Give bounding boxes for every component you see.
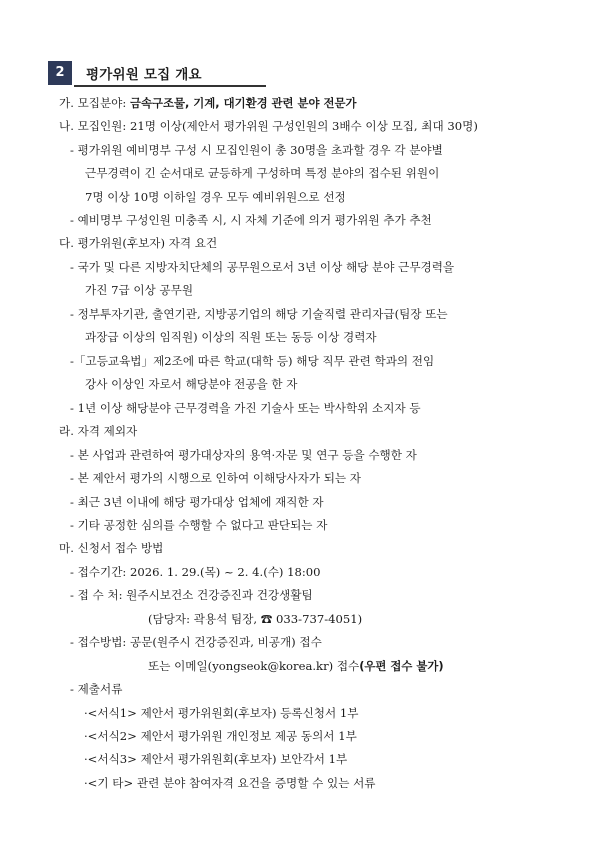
- application-method-note: (우편 접수 불가): [359, 659, 444, 673]
- application-title: 마. 신청서 접수 방법: [59, 541, 164, 555]
- recruit-field-value: 금속구조물, 기계, 대기환경 관련 분야 전문가: [129, 96, 357, 110]
- application-method-line2: [148, 658, 444, 674]
- exclusion-bullet4: - 기타 공정한 심의를 수행할 수 없다고 판단되는 자: [70, 518, 328, 532]
- section-number: 2: [48, 61, 72, 85]
- qual-bullet2-line2: 과장급 이상의 임직원) 이상의 직원 또는 동등 이상 경력자: [85, 330, 377, 344]
- recruit-field-label: 가. 모집분야:: [59, 96, 130, 110]
- recruit-count-line: 나. 모집인원: 21명 이상(제안서 평가위원 구성인원의 3배수 이상 모집, 최대 30명): [59, 119, 478, 133]
- application-method-line1: - 접수방법: 공문(원주시 건강증진과, 비공개) 접수: [70, 635, 322, 649]
- document-item-3: ·<서식3> 제안서 평가위원회(후보자) 보안각서 1부: [84, 752, 348, 766]
- document-item-1: ·<서식1> 제안서 평가위원회(후보자) 등록신청서 1부: [84, 706, 359, 720]
- qual-bullet1-line2: 가진 7급 이상 공무원: [85, 283, 194, 297]
- qual-bullet1-line1: - 국가 및 다른 지방자치단체의 공무원으로서 3년 이상 해당 분야 근무경력을: [70, 260, 455, 274]
- qual-bullet4: - 1년 이상 해당분야 근무경력을 가진 기술사 또는 박사학위 소지자 등: [70, 401, 421, 415]
- qualification-title: 다. 평가위원(후보자) 자격 요건: [59, 236, 218, 250]
- application-receiver: - 접 수 처: 원주시보건소 건강증진과 건강생활팀: [70, 588, 313, 602]
- qual-bullet3-line1: -「고등교육법」제2조에 따른 학교(대학 등) 해당 직무 관련 학과의 전임: [70, 354, 435, 368]
- exclusion-bullet1: - 본 사업과 관련하여 평가대상자의 용역·자문 및 연구 등을 수행한 자: [70, 448, 417, 462]
- qual-bullet2-line1: - 정부투자기관, 출연기관, 지방공기업의 해당 기술직렬 관리자급(팀장 또는: [70, 307, 448, 321]
- recruit-field-line: [59, 95, 357, 111]
- reserve-list-bullet-line1: - 평가위원 예비명부 구성 시 모집인원이 총 30명을 초과할 경우 각 분야별: [70, 143, 443, 157]
- document-item-4: ·<기 타> 관련 분야 참여자격 요건을 증명할 수 있는 서류: [84, 776, 376, 790]
- section-underline: [74, 85, 266, 87]
- exclusion-bullet2: - 본 제안서 평가의 시행으로 인하여 이해당사자가 되는 자: [70, 471, 361, 485]
- section-title: 평가위원 모집 개요: [86, 67, 202, 83]
- application-contact: (담당자: 곽용석 팀장, ☎ 033-737-4051): [148, 612, 363, 626]
- reserve-list-bullet-line2: 근무경력이 긴 순서대로 균등하게 구성하며 특정 분야의 접수된 위원이: [85, 166, 440, 180]
- qual-bullet3-line2: 강사 이상인 자로서 해당분야 전공을 한 자: [85, 377, 298, 391]
- reserve-list-bullet-line3: 7명 이상 10명 이하일 경우 모두 예비위원으로 선정: [85, 190, 346, 204]
- section-header: [48, 61, 266, 87]
- document-item-2: ·<서식2> 제안서 평가위원 개인정보 제공 동의서 1부: [84, 729, 357, 743]
- documents-title: - 제출서류: [70, 682, 123, 696]
- application-method-email: 또는 이메일(yongseok@korea.kr) 접수: [148, 659, 360, 673]
- exclusion-bullet3: - 최근 3년 이내에 해당 평가대상 업체에 재직한 자: [70, 495, 324, 509]
- exclusion-title: 라. 자격 제외자: [59, 424, 138, 438]
- reserve-shortfall-bullet: - 예비명부 구성인원 미충족 시, 시 자체 기준에 의거 평가위원 추가 추천: [70, 213, 432, 227]
- application-period: - 접수기간: 2026. 1. 29.(목) ~ 2. 4.(수) 18:00: [70, 565, 321, 579]
